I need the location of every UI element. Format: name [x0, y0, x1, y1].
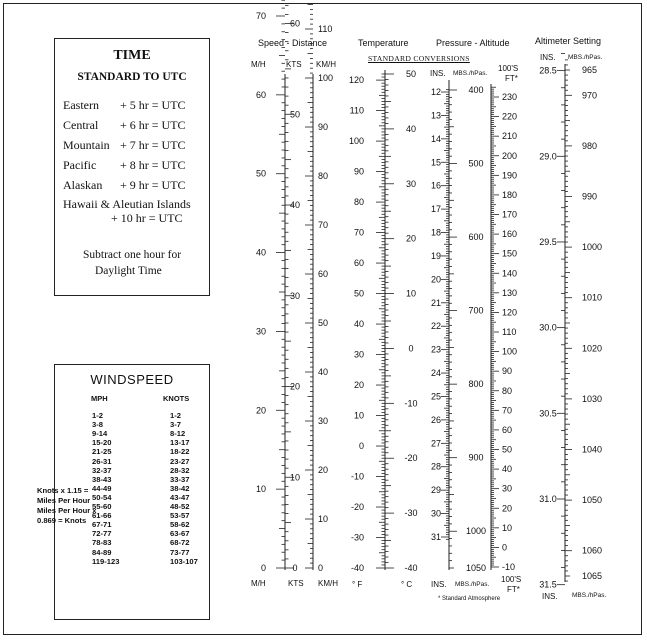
altitude-tick-label: 10 — [502, 522, 513, 533]
kmh-tick-label: 90 — [318, 122, 329, 132]
mh-tick-label: 40 — [255, 247, 266, 258]
time-hawaii-zone: Hawaii & Aleutian Islands — [63, 197, 191, 211]
fahrenheit-tick-label: 100 — [348, 136, 364, 147]
celsius-tick-label: 10 — [405, 288, 417, 299]
pressure-ins-tick-label: 29 — [430, 485, 442, 496]
fahrenheit-tick-label: -40 — [350, 563, 364, 573]
celsius-tick-label: 0 — [408, 343, 414, 354]
windspeed-knots-value: 48-52 — [170, 502, 190, 511]
altitude-tick-label: 230 — [502, 92, 518, 102]
pressure-ins-tick-label: 20 — [430, 274, 442, 285]
altimeter-mbs-tick-label: 1050 — [582, 495, 603, 506]
fahrenheit-tick-label: 80 — [353, 197, 364, 208]
pressure-ins-tick-label: 15 — [430, 157, 442, 168]
pressure-mbs-tick-label: 1050 — [465, 563, 487, 573]
mh-tick-label: 30 — [255, 326, 266, 337]
mh-tick-label: 50 — [255, 168, 266, 179]
altimeter-mbs-tick-label: 1030 — [582, 393, 603, 404]
celsius-tick-label: -30 — [404, 508, 418, 519]
altimeter-ins-tick-label: 30.5 — [539, 408, 557, 419]
fahrenheit-tick-label: 10 — [353, 410, 364, 421]
pressure-ins-tick-label: 13 — [430, 110, 442, 121]
altitude-tick-label: 220 — [502, 111, 518, 122]
windspeed-mph-value: 119-123 — [92, 556, 120, 566]
windspeed-knots-value: 43-47 — [170, 492, 190, 502]
altimeter-mbs-tick-label: 1000 — [582, 242, 603, 253]
kts-tick-label: 40 — [289, 200, 301, 211]
unit-c-bottom: ° C — [401, 580, 413, 589]
unit-kmh-bottom: KM/H — [318, 579, 338, 588]
pressure-ins-tick-label: 31 — [430, 532, 442, 542]
unit-ins-top: INS. — [430, 69, 446, 78]
altitude-tick-label: 60 — [502, 424, 513, 435]
mh-tick-label: 0 — [260, 563, 266, 573]
pressure-mbs-tick-label: 800 — [468, 379, 484, 390]
windspeed-knots-value: 18-22 — [170, 447, 190, 457]
windspeed-knots-value: 38-42 — [170, 483, 190, 493]
altitude-tick-label: 210 — [502, 131, 518, 142]
altitude-tick-label: 40 — [502, 464, 513, 475]
unit-mh-bottom: M/H — [251, 579, 266, 588]
mh-tick-label: 60 — [255, 89, 266, 100]
kmh-tick-label: 100 — [318, 73, 334, 83]
altitude-tick-label: 120 — [502, 307, 518, 318]
pressure-ins-tick-label: 14 — [430, 133, 442, 144]
unit-kts-bottom: KTS — [288, 579, 304, 588]
windspeed-mph-value: 67-71 — [92, 520, 112, 530]
windspeed-knots-value: 8-12 — [170, 429, 186, 439]
windspeed-col-mph: MPH — [91, 394, 108, 403]
standard-atmosphere-footnote: * Standard Atmosphere — [438, 596, 501, 602]
fahrenheit-tick-label: 40 — [353, 319, 364, 330]
altitude-tick-label: 90 — [502, 366, 513, 377]
pressure-ins-tick-label: 16 — [430, 180, 442, 191]
kmh-tick-label: 80 — [318, 171, 329, 181]
fahrenheit-tick-label: 20 — [353, 380, 364, 391]
time-note-line1: Subtract one hour for — [83, 249, 182, 261]
unit-ft-bottom-line1: 100'S — [501, 575, 522, 584]
unit-kts-top: KTS — [286, 60, 302, 69]
kts-tick-label: 20 — [289, 381, 301, 392]
pressure-ins-tick-label: 23 — [430, 344, 442, 355]
windspeed-mph-value: 32-37 — [92, 465, 112, 475]
unit-alt-mbs-top: MBS./hPas. — [568, 54, 603, 61]
time-hawaii-offset: + 10 hr = UTC — [111, 211, 183, 225]
pressure-mbs-tick-label: 1000 — [465, 526, 487, 537]
pressure-mbs-tick-label: 700 — [468, 305, 484, 316]
mh-tick-label: 10 — [255, 484, 266, 495]
kts-tick-label: 50 — [289, 109, 301, 120]
altitude-tick-label: 50 — [502, 444, 513, 455]
windspeed-knots-value: 28-32 — [170, 465, 190, 475]
altitude-tick-label: 200 — [502, 150, 518, 161]
altimeter-mbs-tick-label: 1040 — [582, 444, 603, 455]
pressure-ins-tick-label: 18 — [430, 227, 442, 238]
unit-alt-ins-top: INS. — [540, 53, 556, 62]
pressure-ins-tick-label: 25 — [430, 391, 442, 402]
fahrenheit-tick-label: 0 — [358, 441, 364, 452]
windspeed-mph-value: 15-20 — [92, 438, 112, 448]
unit-f-bottom: ° F — [352, 580, 363, 589]
altimeter-ins-tick-label: 31.0 — [539, 493, 557, 504]
celsius-tick-label: 20 — [405, 233, 417, 244]
altitude-tick-label: 110 — [502, 327, 517, 337]
altimeter-setting-header: Altimeter Setting — [535, 36, 602, 46]
altitude-tick-label: 30 — [502, 483, 513, 494]
altimeter-ins-tick-label: 28.5 — [539, 65, 557, 76]
kmh-tick-label: 40 — [318, 367, 329, 377]
windspeed-knots-value: 53-57 — [170, 511, 190, 521]
windspeed-mph-value: 61-66 — [92, 511, 112, 521]
fahrenheit-tick-label: 60 — [353, 258, 364, 269]
altimeter-mbs-tick-label: 1065 — [582, 571, 603, 581]
time-note-line2: Daylight Time — [95, 265, 162, 277]
windspeed-knots-value: 33-37 — [170, 474, 190, 484]
kmh-tick-label: 70 — [318, 220, 329, 230]
fahrenheit-tick-label: 70 — [353, 227, 364, 238]
pressure-ins-tick-label: 17 — [430, 204, 442, 215]
altitude-tick-label: 160 — [502, 229, 518, 240]
fahrenheit-tick-label: -30 — [350, 532, 364, 543]
pressure-ins-tick-label: 24 — [430, 368, 442, 379]
time-title: TIME — [113, 48, 151, 63]
windspeed-knots-value: 103-107 — [170, 556, 198, 566]
windspeed-knots-value: 13-17 — [170, 438, 190, 448]
celsius-tick-label: 50 — [405, 69, 417, 79]
standard-conversions-label: STANDARD CONVERSIONS — [368, 54, 470, 63]
windspeed-col-knots: KNOTS — [163, 394, 190, 403]
windspeed-knots-value: 23-27 — [170, 456, 190, 466]
time-conversion-box: TIME STANDARD TO UTC Eastern + 5 hr = UTC Central + 6 hr = UTC Mountain + 7 hr = UTC Pacific + 8 hr = UTC Alaskan + 9 hr = UTC Hawaii & Aleutian Islands + 10 hr = UTC Subtract one hour for Daylight Time — [54, 38, 210, 296]
altimeter-ins-tick-label: 31.5 — [539, 579, 557, 590]
pressure-mbs-tick-label: 500 — [468, 158, 484, 169]
fahrenheit-tick-label: 30 — [353, 349, 364, 360]
kts-tick-label: 30 — [289, 290, 301, 301]
altitude-tick-label: 190 — [502, 170, 518, 181]
kmh-tick-label: 60 — [318, 269, 329, 279]
celsius-tick-label: 40 — [405, 123, 417, 134]
altimeter-ins-tick-label: 30.0 — [539, 322, 557, 333]
windspeed-mph-value: 26-31 — [92, 456, 112, 466]
altimeter-mbs-tick-label: 965 — [582, 65, 598, 75]
pressure-mbs-tick-label: 400 — [468, 85, 484, 95]
altimeter-ins-tick-label: 29.0 — [539, 151, 557, 162]
altitude-tick-label: 0 — [502, 542, 508, 553]
mh-tick-label: 20 — [255, 405, 266, 416]
altitude-tick-label: -10 — [502, 562, 516, 572]
windspeed-mph-value: 21-25 — [92, 447, 112, 457]
windspeed-mph-value: 9-14 — [92, 429, 108, 439]
unit-ft-top-line2: FT* — [505, 74, 518, 83]
unit-mh-top: M/H — [251, 60, 266, 69]
windspeed-mph-value: 84-89 — [92, 547, 112, 557]
speed-distance-header: Speed - Distance — [258, 38, 328, 48]
fahrenheit-tick-label: 120 — [348, 75, 364, 86]
windspeed-knots-value: 3-7 — [170, 420, 181, 430]
unit-ft-bottom-line2: FT* — [507, 585, 520, 594]
altimeter-mbs-tick-label: 1010 — [582, 292, 603, 303]
kmh-tick-label: 50 — [318, 318, 329, 328]
pressure-ins-tick-label: 22 — [430, 321, 442, 332]
windspeed-knots-value: 68-72 — [170, 538, 190, 548]
windspeed-mph-value: 78-83 — [92, 538, 112, 548]
celsius-tick-label: -10 — [404, 398, 418, 409]
fahrenheit-tick-label: 50 — [353, 288, 364, 299]
kmh-tick-label: 20 — [318, 465, 329, 475]
mh-tick-label: 70 — [255, 10, 266, 21]
pressure-ins-tick-label: 21 — [430, 297, 442, 308]
kmh-tick-label: 10 — [318, 514, 329, 524]
altitude-tick-label: 70 — [502, 405, 513, 416]
windspeed-mph-value: 3-8 — [92, 420, 103, 430]
windspeed-mph-value: 72-77 — [92, 529, 112, 539]
kts-tick-label: 10 — [289, 472, 301, 483]
unit-ft-top-line1: 100'S — [498, 64, 519, 73]
windspeed-knots-value: 63-67 — [170, 529, 190, 539]
windspeed-conversion-note: Knots x 1.15 = Miles Per Hour Miles Per Hour x 0.869 = Knots — [37, 486, 97, 525]
unit-alt-ins-bottom: INS. — [542, 592, 558, 601]
altitude-tick-label: 100 — [502, 346, 518, 357]
pressure-ins-tick-label: 12 — [430, 87, 442, 97]
celsius-tick-label: -40 — [404, 563, 418, 573]
time-subtitle: STANDARD TO UTC — [77, 71, 187, 83]
pressure-ins-tick-label: 26 — [430, 414, 442, 425]
pressure-ins-tick-label: 19 — [430, 250, 442, 261]
windspeed-mph-value: 38-43 — [92, 474, 112, 484]
altimeter-mbs-tick-label: 970 — [582, 90, 598, 101]
celsius-tick-label: -20 — [404, 453, 418, 464]
altitude-tick-label: 150 — [502, 248, 518, 259]
fahrenheit-tick-label: 110 — [349, 105, 364, 116]
pressure-ins-tick-label: 28 — [430, 461, 442, 472]
altimeter-mbs-tick-label: 1020 — [582, 343, 603, 354]
windspeed-mph-value: 50-54 — [92, 492, 112, 502]
altimeter-mbs-tick-label: 990 — [582, 191, 598, 202]
unit-ins-bottom: INS. — [431, 580, 447, 589]
pressure-mbs-tick-label: 900 — [468, 452, 484, 463]
pressure-ins-tick-label: 27 — [430, 438, 442, 449]
temperature-header: Temperature — [358, 38, 409, 48]
pressure-altitude-header: Pressure - Altitude — [436, 38, 510, 48]
kmh-tick-label: 110 — [318, 24, 333, 34]
unit-mbs-bottom: MBS./hPas. — [455, 581, 490, 588]
unit-kmh-top: KM/H — [316, 60, 336, 69]
altitude-tick-label: 130 — [502, 287, 518, 298]
windspeed-mph-value: 1-2 — [92, 411, 103, 420]
celsius-tick-label: 30 — [405, 178, 417, 189]
fahrenheit-tick-label: -20 — [350, 502, 364, 513]
fahrenheit-tick-label: 90 — [353, 166, 364, 177]
altitude-tick-label: 180 — [502, 189, 518, 200]
unit-alt-mbs-bottom: MBS./hPas. — [572, 592, 607, 599]
windspeed-mph-value: 44-49 — [92, 483, 112, 493]
altitude-tick-label: 170 — [502, 209, 518, 220]
altimeter-ins-tick-label: 29.5 — [539, 236, 557, 247]
altitude-tick-label: 140 — [502, 268, 518, 279]
kts-tick-label: 60 — [289, 18, 301, 29]
pressure-mbs-tick-label: 600 — [468, 232, 484, 243]
unit-mbs-top: MBS./hPas. — [453, 70, 488, 77]
windspeed-title: WINDSPEED — [90, 372, 174, 387]
windspeed-knots-value: 58-62 — [170, 520, 190, 530]
windspeed-knots-value: 1-2 — [170, 411, 181, 420]
kts-tick-label: 0 — [292, 563, 298, 573]
windspeed-knots-value: 73-77 — [170, 547, 190, 557]
kmh-tick-label: 0 — [318, 563, 324, 573]
altitude-tick-label: 80 — [502, 385, 513, 396]
fahrenheit-tick-label: -10 — [350, 471, 364, 482]
altimeter-mbs-tick-label: 980 — [582, 140, 598, 151]
altimeter-mbs-tick-label: 1060 — [582, 545, 603, 556]
pressure-ins-tick-label: 30 — [430, 508, 442, 519]
windspeed-mph-value: 55-60 — [92, 502, 112, 511]
altitude-tick-label: 20 — [502, 503, 513, 514]
kmh-tick-label: 30 — [318, 416, 329, 426]
